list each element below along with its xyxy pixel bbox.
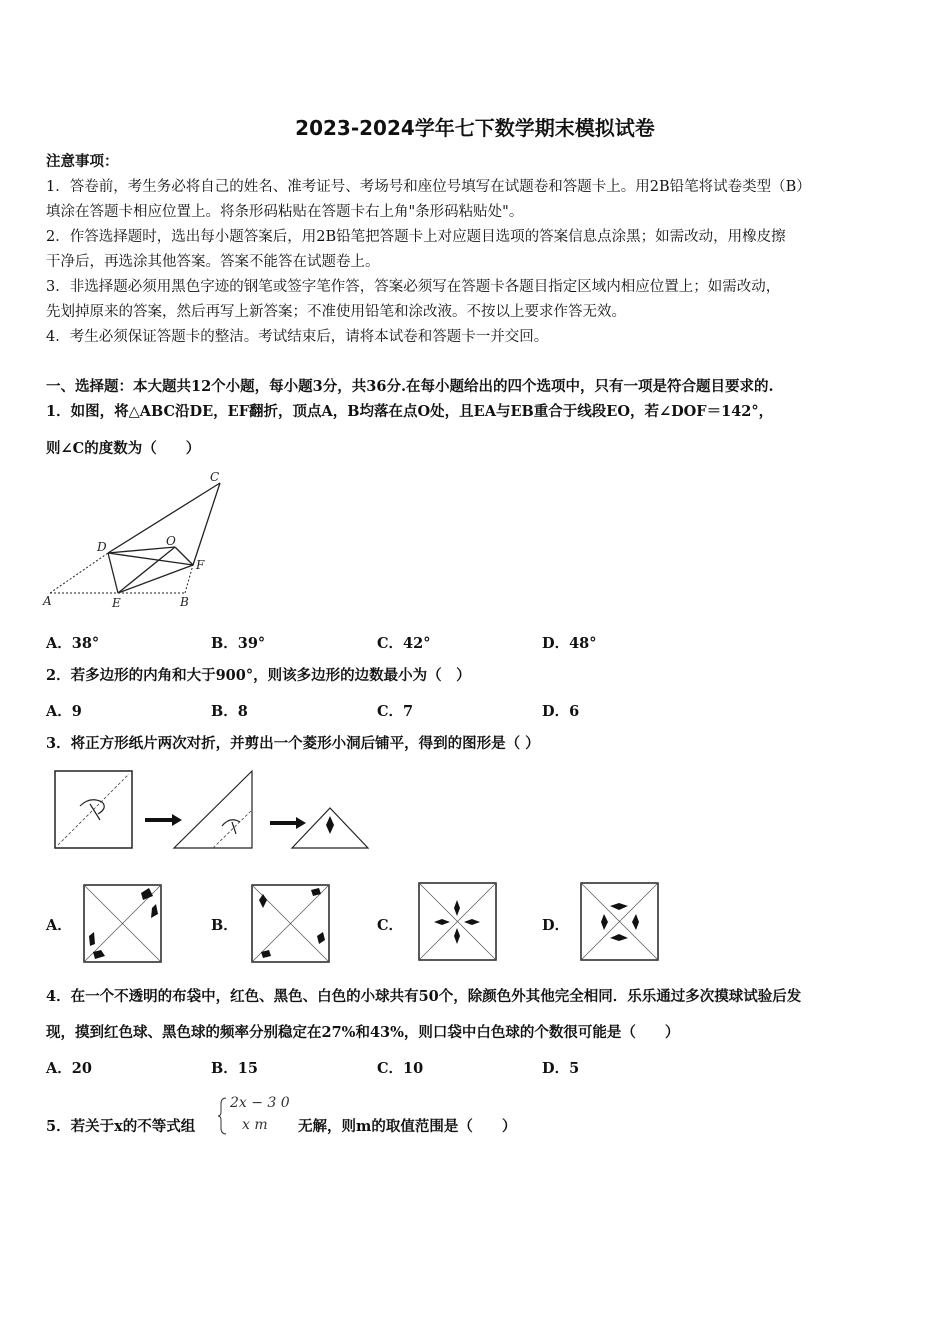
fold-line-bf: [185, 565, 193, 593]
q4-option-c[interactable]: C．10: [377, 1060, 424, 1077]
label-e: E: [112, 596, 121, 610]
q3-option-d-figure[interactable]: [580, 882, 660, 962]
question-1-text: 1．如图，将△ABC沿DE，EF翻折，顶点A，B均落在点O处，且EA与EB重合于线段EO，若∠DOF＝142°，: [46, 403, 774, 420]
q1-option-c[interactable]: C．42°: [377, 635, 431, 652]
notice-line: 1．答卷前，考生务必将自己的姓名、准考证号、考场号和座位号填写在试题卷和答题卡上。用2B铅笔将试卷类型（B）: [46, 179, 811, 195]
question-4-text: 4．在一个不透明的布袋中，红色、黑色、白色的小球共有50个，除颜色外其他完全相同．乐乐通过多次摸球试验后发: [46, 988, 802, 1005]
q4-option-d[interactable]: D．5: [542, 1060, 580, 1077]
notice-line: 2．作答选择题时，选出每小题答案后，用2B铅笔把答题卡上对应题目选项的答案信息点涂黑；如需改动，用橡皮擦: [46, 229, 786, 245]
q3-option-b-label[interactable]: B．: [211, 917, 238, 934]
notice-line: 干净后，再选涂其他答案。答案不能答在试题卷上。: [46, 254, 380, 270]
label-b: B: [180, 595, 189, 609]
notice-line: 4．考生必须保证答题卡的整洁。考试结束后，请将本试卷和答题卡一并交回。: [46, 329, 549, 345]
q4-option-b[interactable]: B．15: [211, 1060, 258, 1077]
question-3-text: 3．将正方形纸片两次对折，并剪出一个菱形小洞后铺平，得到的图形是（ ）: [46, 735, 540, 752]
notice-heading: 注意事项：: [46, 153, 119, 170]
section-heading: 一、选择题：本大题共12个小题，每小题3分，共36分.在每小题给出的四个选项中，只有一项是符合题目要求的.: [46, 378, 774, 395]
label-d: D: [97, 540, 107, 554]
fold-line-ad: [50, 553, 108, 593]
notice-line: 3．非选择题必须用黑色字迹的钢笔或签字笔作答，答案必须写在答题卡各题目指定区域内相应位置上；如需改动，: [46, 279, 781, 295]
question-5-text: 5．若关于x的不等式组: [46, 1118, 196, 1135]
question-5-text-cont: 无解，则m的取值范围是（ ）: [298, 1118, 517, 1135]
inequality-1: 2x − 3 0: [230, 1095, 290, 1111]
q3-option-a-figure[interactable]: [83, 884, 163, 964]
question-4-text-cont: 现，摸到红色球、黑色球的频率分别稳定在27%和43%，则口袋中白色球的个数很可能是（ ）: [46, 1024, 680, 1041]
question-1-text-cont: 则∠C的度数为（ ）: [46, 440, 201, 457]
question-2-text: 2．若多边形的内角和大于900°，则该多边形的边数最小为（ ）: [46, 667, 471, 684]
q1-option-b[interactable]: B．39°: [211, 635, 266, 652]
notice-line: 先划掉原来的答案，然后再写上新答案；不准使用铅笔和涂改液。不按以上要求作答无效。: [46, 304, 626, 320]
q3-option-b-figure[interactable]: [251, 884, 331, 964]
label-o: O: [166, 534, 176, 548]
label-f: F: [196, 558, 205, 572]
question-3-fold-figure: [50, 768, 380, 853]
q2-option-c[interactable]: C．7: [377, 703, 414, 720]
q3-option-c-figure[interactable]: [418, 882, 498, 962]
inequality-2: x m: [242, 1117, 268, 1133]
q2-option-b[interactable]: B．8: [211, 703, 248, 720]
question-1-figure: [40, 465, 240, 615]
label-a: A: [43, 594, 52, 608]
q2-option-d[interactable]: D．6: [542, 703, 580, 720]
q3-option-c-label[interactable]: C．: [377, 917, 404, 934]
q1-option-d[interactable]: D．48°: [542, 635, 597, 652]
q3-option-a-label[interactable]: A．: [46, 917, 72, 934]
q4-option-a[interactable]: A．20: [46, 1060, 92, 1077]
label-c: C: [210, 470, 220, 484]
page-title: 2023-2024学年七下数学期末模拟试卷: [295, 116, 655, 140]
q1-option-a[interactable]: A．38°: [46, 635, 100, 652]
notice-line: 填涂在答题卡相应位置上。将条形码粘贴在答题卡右上角"条形码粘贴处"。: [46, 204, 524, 220]
q2-option-a[interactable]: A．9: [46, 703, 82, 720]
q3-option-d-label[interactable]: D．: [542, 917, 570, 934]
inequality-brace: [218, 1096, 228, 1136]
